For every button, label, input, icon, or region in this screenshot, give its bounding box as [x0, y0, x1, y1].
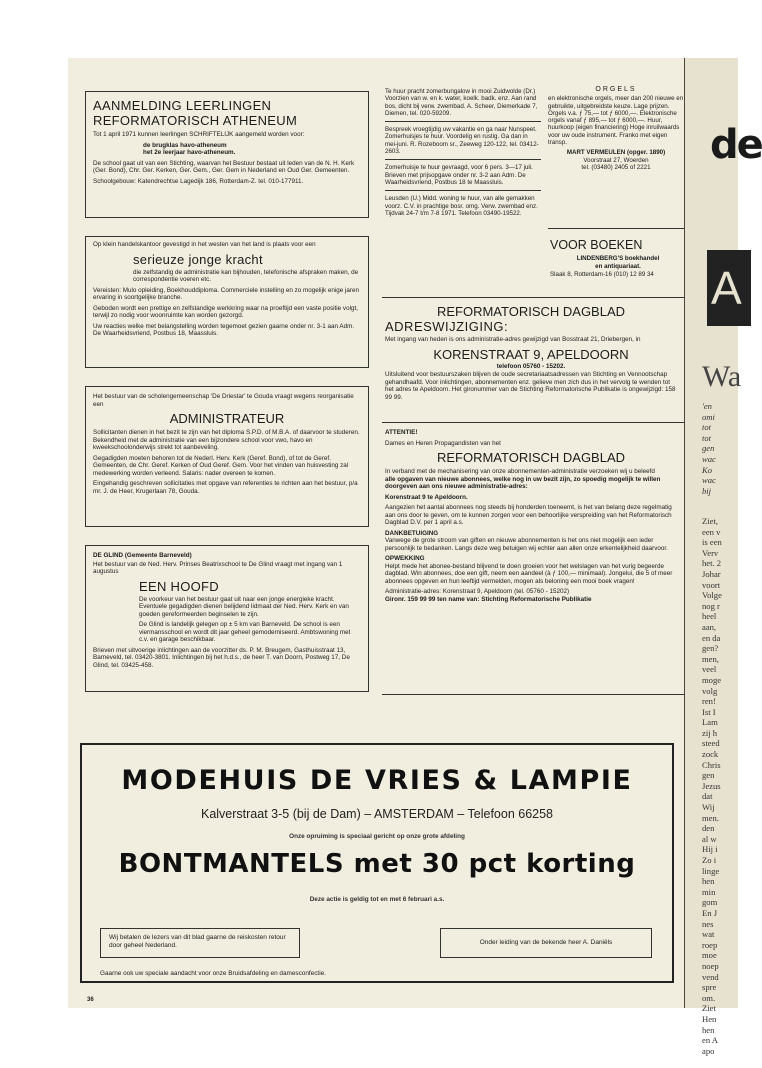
adjacent-page-strip	[685, 58, 762, 1056]
ad-paragraph-3: Eingehandig geschreven sollicitaties met opgave van referenties te richten aan het bestuur, p/a mr. J. de Heer, Krugerlaan 78, Gouda.	[93, 480, 358, 495]
ad-name: MART VERMEULEN (opger. 1890)	[566, 149, 666, 157]
ad-type: en antiquariaat.	[595, 263, 641, 270]
spine-block-letter: A	[707, 250, 751, 326]
ad-paragraph-1: In verband met de mechanisering van onze abonnementen-administratie verzoeken wij u beleefd	[385, 468, 655, 475]
ad-een-hoofd	[85, 545, 369, 692]
ad-boeken	[550, 238, 686, 279]
ad-paragraph-1: Sollicitanten dienen in het bezit te zijn van het diploma S.P.D. of M.B.A. of daarvoor te studeren. Bekendheid met de administratie van een bijzondere school voor vwo, havo en kweekschoolonderwijs strekt tot aanbeveling.	[93, 429, 360, 451]
ad-administrateur	[85, 386, 369, 527]
ad-body: Uitsluitend voor bestuurszaken blijven de oude secretariaatsadressen van Stichting en Vennootschap gehandhaafd. Voor inlichtingen, abonnementen enz. gelieve men zich dus in het vervolg te wenden tot het adres te Apeldoorn. Het gironummer van de Stichting Reformatorische Publikatie is ongewijzigd: 158 99 99.	[385, 371, 676, 401]
ad-intro: Het bestuur van de scholengemeenschap 'De Driestar' te Gouda vraagt wegens reorganisatie een	[93, 393, 354, 408]
ad-attentie	[382, 422, 684, 695]
ad-intro: Tot 1 april 1971 kunnen leerlingen SCHRIFTELIJK aangemeld worden voor:	[93, 131, 305, 138]
small-ads-column	[385, 88, 541, 217]
ad-address: Korenstraat 9 te Apeldoorn.	[385, 493, 468, 501]
ad-note-1: Onze opruiming is speciaal gericht op onze grote afdeling	[289, 833, 465, 840]
ad-body: en elektronische orgels, meer dan 200 nieuwe en gebruikte, uitgebreidste keuze. Lage prijzen. Orgels v.a. ƒ 75,— tot ƒ 6000,—. Elektronische orgels vanaf ƒ 895,— tot ƒ 6000,—. Huur, huurkoop (eigen financiering) Hoge inruilwaards voor uw oude instrument. Franko met eigen transp.	[548, 95, 684, 147]
spine-column-fragment: Ziet, een v is een Verv het. 2 Johar voort Volge nog r heel aan, en da gen? men, veel moge volg ren! Ist I Lam zij h steed zock Chris gen Jezus dat Wij men. den al w Hij i Zo i linge hen min gom En J nes wat roep moe noep vend spre om. Ziet Hen hen en A apo	[702, 516, 722, 1056]
ad-telefoon: telefoon 05760 - 15202.	[496, 362, 566, 370]
ad-opwekking: Helpt mede het abonee-bestand blijvend te doen groeien voor het welslagen van het vurig begeerde dagblad. Win abonnees, doe een gift, neem een aandeel (à ƒ 100,— minimaal). Jongelui, die 5 of meer abonnees opgeven en hun leeftijd vermelden, mogen als beloning een mooi boek vragen!	[385, 562, 673, 585]
ad-box-right: Onder leiding van de bekende heer A. Daniëls	[440, 928, 652, 958]
ad-address: KORENSTRAAT 9, APELDOORN	[433, 346, 629, 362]
ad-offer: Geboden wordt een prettige en zelfstandige werkkring waar na proeftijd een vaste positie volgt, terwijl zo nodig voor woonruimte kan worden gezorgd.	[93, 304, 358, 319]
ad-title: AANMELDING LEERLINGEN	[93, 98, 272, 113]
ad-paragraph-2: De Glind is landelijk gelegen op ± 5 km van Barneveld. De school is een viermansschool en wordt dit jaar geheel gemoderniseerd. Ambtswoning met c.v. en garage beschikbaar.	[139, 621, 351, 643]
ad-handelskantoor	[85, 236, 369, 368]
ad-headline: BONTMANTELS met 30 pct korting	[118, 849, 636, 879]
ad-subtitle: ADRESWIJZIGING:	[385, 319, 509, 334]
ad-orgels	[548, 86, 684, 171]
divider	[548, 228, 684, 229]
ad-intro: Het bestuur van de Ned. Herv. Prinses Beatrixschool te De Glind vraagt met ingang van 1 augustus	[93, 560, 343, 575]
ad-title: REFORMATORISCH DAGBLAD	[436, 450, 626, 465]
ad-duties: die zelfstandig de administratie kan bijhouden, telefonische afspraken maken, de correspondentie voeren etc.	[133, 268, 359, 283]
ad-opwekking-label: OPWEKKING	[385, 555, 425, 562]
ad-heading: serieuze jonge kracht	[133, 251, 263, 267]
ad-class-2: het 2e leerjaar havo-atheneum.	[143, 149, 236, 156]
ad-body: De school gaat uit van een Stichting, waarvan het Bestuur bestaat uit leden van de N. H. Kerk (Ger. Bond), Chr. Ger. Kerken, Ger. Gem., Ger. Gem in Nederland en Oud Ger. Gemeenten.	[93, 159, 355, 174]
ad-adreswijziging	[382, 297, 684, 415]
divider	[385, 121, 541, 122]
ad-footer-2: Gironr. 159 99 99 ten name van: Stichting Reformatorische Publikatie	[385, 595, 592, 603]
ad-heading: EEN HOOFD	[139, 578, 219, 594]
small-ad: Te huur pracht zomerbungalow in mooi Zuidwolde (Dr.) Voorzien van w. en k. water, koelk. badk. enz. Aan rand bos, dicht bij verw. zwembad. A. Scheer, Diemerkade 7, Diemen, tel. 020-59209.	[385, 88, 538, 117]
ad-paragraph-2: Aangezien het aantal abonnees nog steeds bij honderden toeneemt, is het van belang deze regelmatig aan ons door te geven, om te kunnen zorgen voor een behoorlijke verspreiding van het Reformatorisch Dagblad D.V. per 1 april a.s.	[385, 504, 672, 526]
ad-footer-1: Administratie-adres: Korenstraat 9, Apeldoorn (tel. 05760 - 15202)	[385, 588, 570, 595]
ad-modehuis	[80, 743, 674, 983]
ad-address: Slaak 8, Rotterdam-16 (010) 12 89 34	[550, 271, 654, 278]
ad-note-2: Deze actie is geldig tot en met 6 februari a.s.	[309, 896, 445, 903]
ad-place: DE GLIND (Gemeente Barneveld)	[93, 552, 192, 559]
ad-dank-label: DANKBETUIGING	[385, 529, 439, 537]
ad-dank: Vanwege de grote stroom van giften en nieuwe abonnementen is het ons niet mogelijk een ieder persoonlijk te bedanken. Langs deze weg betuigen wij echter aan allen onze erkentelijkheid daarvoor.	[385, 537, 668, 552]
ad-reply: Uw reacties welke met belangstelling worden tegemoet gezien gaarne onder nr. 3-1 aan Adm. De Waarheidsvriend, Postbus 18, Maassluis.	[93, 322, 355, 337]
ad-title: ORGELS	[595, 86, 637, 93]
divider	[385, 159, 541, 160]
ad-class-1: de brugklas havo-atheneum	[143, 141, 227, 149]
ad-intro: Op klein handelskantoor gevestigd in het westen van het land is plaats voor een	[93, 241, 316, 248]
ad-title: MODEHUIS DE VRIES & LAMPIE	[121, 765, 633, 796]
small-ad: Leusden (U.) Midd. woning te huur, van alle gemakken voorz. C.V. in prachtige bosr. omg. Verw. zwembad enz. Tijdvak 24-7 t/m 7-8 1971. Telefoon 03490-19522.	[385, 195, 538, 217]
ad-street: Voorstraat 27, Woerden	[583, 156, 649, 164]
ad-bottom-note: Gaarne ook uw speciale aandacht voor onze Bruidsafdeling en damesconfectie.	[100, 970, 326, 977]
small-ad: Zomerhuisje te huur gevraagd, voor 6 pers. 3—17 juli. Brieven met prijsopgave onder nr. 3-2 aan Adm. De Waarheidsvriend, Postbus 18 te Maassluis.	[385, 164, 533, 186]
page-number: 36	[87, 997, 94, 1003]
ad-subtitle: REFORMATORISCH ATHENEUM	[93, 113, 298, 128]
ad-aanmelding-leerlingen	[85, 91, 369, 218]
ad-address: Kalverstraat 3-5 (bij de Dam) – AMSTERDAM – Telefoon 66258	[200, 807, 553, 821]
ad-paragraph-2: Gegadigden moeten behoren tot de Nederl. Herv. Kerk (Geref. Bond), of tot de Geref. Gemeenten, de Chr. Geref. Kerken of Oud Geref. Gem. Voor het vinden van huisvesting zal medewerking worden verleend. Salaris: nader overeen te komen.	[93, 454, 349, 477]
divider	[385, 190, 541, 191]
ad-requirements: Vereisten: Mulo opleiding, Boekhouddiploma. Commerciele instelling en zo mogelijk enige jaren ervaring in soortgelijke branche.	[93, 286, 360, 301]
ad-intro: Met ingang van heden is ons administratie-adres gewijzigd van Bosstraat 21, Driebergen, in	[385, 336, 641, 343]
ad-address: Schoolgebouw: Katendrechtse Lagedijk 186, Rotterdam-Z. tel. 010-177911.	[93, 177, 304, 185]
small-ad: Bespreek vroegtijdig uw vakantie en ga naar Nunspeet. Zomerhuisjes te huur. Voordelig en rustig. Ga dan in mei-juni. R. Rozeboom sr., Zeeweg 120-122, tel. 03412-2603.	[385, 126, 539, 156]
ad-intro: Dames en Heren Propagandisten van het	[385, 439, 501, 447]
ad-paragraph-1b: alle opgaven van nieuwe abonnees, welke nog in uw bezit zijn, zo spoedig mogelijk te willen doorgeven aan ons nieuwe administratie-adres:	[385, 475, 661, 490]
spine-heading-fragment: Wa	[702, 360, 742, 393]
spine-title-fragment: de	[710, 122, 762, 168]
ad-paragraph-1: De voorkeur van het bestuur gaat uit naar een jonge energieke kracht. Eventuele gegadigden dienen belijdend lidmaat der Ned. Herv. Kerk en van goeden gereformeerden beginselen te zijn.	[139, 595, 349, 618]
ad-tel: tel. (03480) 2405 of 2221	[581, 163, 651, 171]
ad-title: VOOR BOEKEN	[550, 238, 643, 252]
ad-paragraph-3: Brieven met uitvoerige inlichtingen aan de voorzitter ds. P. M. Breugem, Gasthuisstraat 13, Barneveld, tel. 03420-3801. Inlichtingen bij het h.d.s., de heer T. van Doorn, Postweg 17, De Glind, tel. 03425-458.	[93, 646, 350, 669]
ad-label: ATTENTIE!	[385, 429, 418, 436]
ad-box-left: Wij betalen de lezers van dit blad gaarne de reiskosten retour door geheel Nederland.	[100, 928, 300, 958]
ad-title: REFORMATORISCH DAGBLAD	[436, 304, 626, 319]
spine-italic-lines: 'en omi tot tot gen wac Ko wac bij	[702, 401, 716, 496]
ad-heading: ADMINISTRATEUR	[169, 411, 285, 426]
ad-shop: LINDENBERG'S boekhandel	[576, 255, 660, 262]
